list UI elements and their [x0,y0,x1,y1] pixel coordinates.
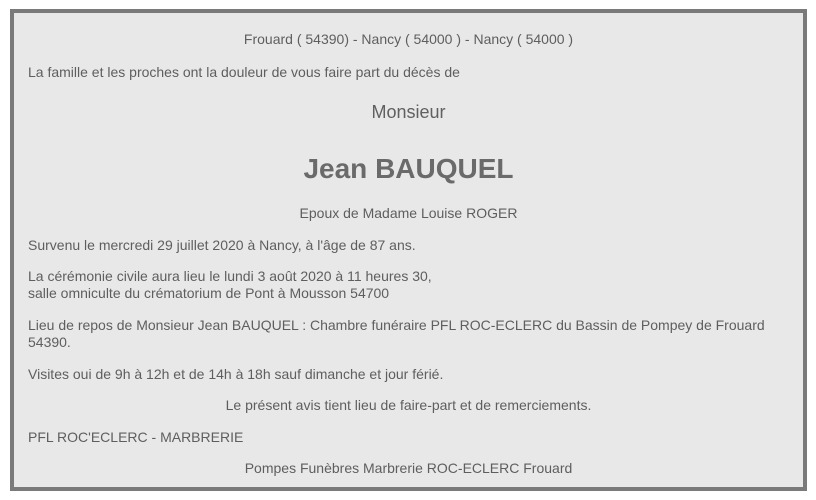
rest-location: Lieu de repos de Monsieur Jean BAUQUEL : Chambre funéraire PFL ROC-ECLERC du Bassin de Pompey de Frouard 54390. [28,317,765,350]
death-info: Survenu le mercredi 29 juillet 2020 à Nancy, à l'âge de 87 ans. [28,237,416,253]
obituary-notice [10,9,807,491]
intro-text: La famille et les proches ont la douleur de vous faire part du décès de [28,64,460,80]
civility: Monsieur [371,102,446,122]
locations: Frouard ( 54390) - Nancy ( 54000 ) - Nancy ( 54000 ) [243,31,574,47]
ceremony-line-2: salle omniculte du crématorium de Pont à Mousson 54700 [28,285,390,301]
company-name: PFL ROC'ECLERC - MARBRERIE [28,429,244,445]
thanks-note: Le présent avis tient lieu de faire-part et de remerciements. [225,397,592,413]
footer-company: Pompes Funèbres Marbrerie ROC-ECLERC Frouard [244,460,573,476]
deceased-name: Jean BAUQUEL [303,153,514,184]
ceremony-line-1: La cérémonie civile aura lieu le lundi 3 août 2020 à 11 heures 30, [28,268,432,284]
spouse-info: Epoux de Madame Louise ROGER [299,205,518,221]
visiting-hours: Visites oui de 9h à 12h et de 14h à 18h sauf dimanche et jour férié. [28,366,444,382]
